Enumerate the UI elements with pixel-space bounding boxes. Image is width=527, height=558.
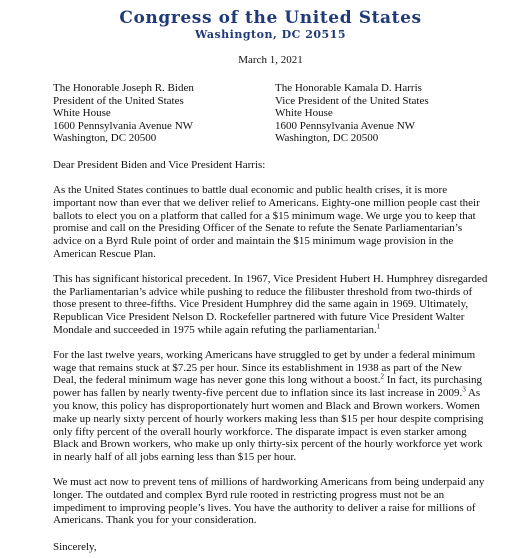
- letterhead-title: Congress of the United States: [119, 8, 422, 28]
- paragraph-text: We must act now to prevent tens of millions of hardworking Americans from being underpaid any longer. The outdated and complex Byrd rule rooted in restricting progress must not be an impediment to improving people’s lives. You have the authority to deliver a raise for millions of Americans. Thank you for your consideration.: [53, 475, 485, 527]
- address-line: 1600 Pennsylvania Avenue NW: [53, 119, 194, 132]
- address-line: President of the United States: [53, 94, 184, 107]
- address-line: 1600 Pennsylvania Avenue NW: [275, 119, 416, 132]
- body-paragraph-2: [53, 273, 488, 337]
- paragraph-text: For the last twelve years, working Americans have struggled to get by under a federal minimum wage that remains stuck at $7.25 per hour. Since its establishment in 1938 as part of the New Deal, the federal minimum wage has never gone this long without a boost.: [53, 348, 476, 387]
- body-paragraph-4: [53, 476, 488, 527]
- address-line: Washington, DC 20500: [53, 132, 157, 145]
- address-line: White House: [275, 107, 333, 120]
- letter-page: [0, 8, 527, 558]
- paragraph-text: In fact, its purchasing power has fallen by nearly twenty-five percent due to inflation since its last increase in 2009.: [53, 374, 483, 400]
- address-line: Vice President of the United States: [275, 94, 429, 107]
- footnote-marker: 1: [376, 322, 381, 331]
- addressee-vice-president: [275, 82, 488, 145]
- addressee-president: [53, 82, 275, 145]
- address-line: White House: [53, 107, 111, 120]
- letter-date: March 1, 2021: [238, 54, 303, 66]
- closing: Sincerely,: [53, 541, 97, 554]
- address-line: The Honorable Kamala D. Harris: [275, 82, 422, 94]
- paragraph-text: As you know, this policy has disproportionately hurt women and Black and Brown workers. Women make up nearly sixty percent of hourly workers making less than $15 per hour despite comprising only fifty percent of the overall hourly workforce. The disparate impact is even starker among Black and Brown workers, who make up only thirty-six percent of the hourly workforce yet work in nearly half of all jobs earning less than $15 per hour.: [53, 387, 484, 464]
- footnote-marker: 3: [462, 385, 466, 394]
- address-line: Washington, DC 20500: [275, 132, 379, 145]
- body-paragraph-3: [53, 349, 488, 464]
- letterhead: [53, 8, 488, 42]
- footnote-marker: 2: [380, 372, 384, 381]
- address-line: The Honorable Joseph R. Biden: [53, 82, 194, 94]
- body-paragraph-1: [53, 184, 488, 261]
- paragraph-text: This has significant historical precedent. In 1967, Vice President Hubert H. Humphrey disregarded the Parliamentarian’s advice while pushing to reduce the filibuster threshold from two-thirds of those present to three-fifths. Vice President Humphrey did the same again in 1969. Ultimately, Republican Vice President Nelson D. Rockefeller partnered with future Vice President Walter Mondale and succeeded in 1975 while again refuting the parliamentarian.: [53, 272, 488, 336]
- letterhead-subtitle: Washington, DC 20515: [194, 28, 347, 41]
- paragraph-text: As the United States continues to battle dual economic and public health crises, it is more important now than ever that we deliver relief to Americans. Eighty-one million people cast their ballots to elect you on a platform that called for a $15 minimum wage. We urge you to keep that promise and call on the Presiding Officer of the Senate to refute the Senate Parliamentarian’s advice on a Byrd Rule point of order and maintain the $15 minimum wage provision in the American Rescue Plan.: [53, 183, 480, 260]
- salutation: Dear President Biden and Vice President Harris:: [53, 158, 266, 171]
- addressee-block: [53, 82, 488, 145]
